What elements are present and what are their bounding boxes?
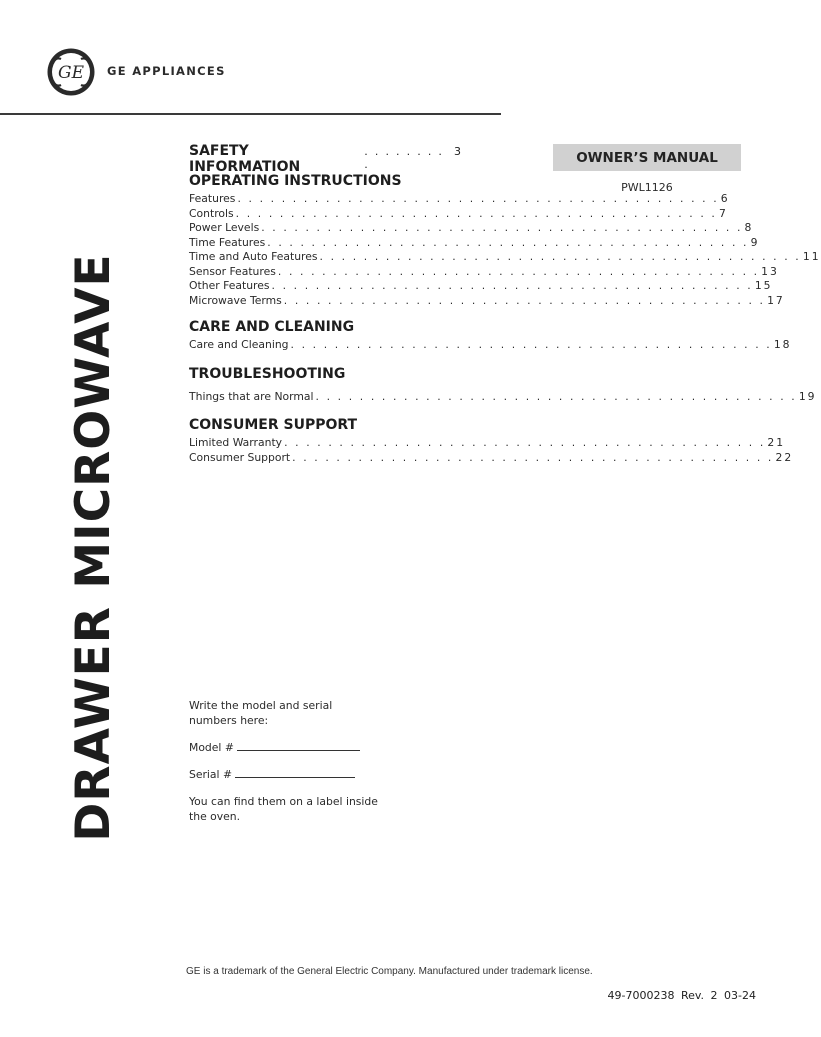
toc-entry[interactable] bbox=[189, 279, 773, 294]
toc-entry[interactable] bbox=[189, 450, 794, 466]
model-field bbox=[189, 740, 449, 755]
model-label: Model # bbox=[189, 741, 234, 754]
model-blank-line[interactable] bbox=[237, 741, 360, 751]
toc-page-number: 17 bbox=[767, 293, 785, 307]
toc-entry[interactable] bbox=[189, 389, 817, 405]
toc-leader: . . . . . . . . . . . . . . . . . . . . . . . . . . . . . . . . . . . . . . . . . . . . bbox=[237, 192, 719, 205]
toc-section-heading bbox=[189, 366, 461, 385]
serial-field bbox=[189, 767, 449, 782]
toc-page-number: 9 bbox=[750, 235, 760, 249]
toc-entry[interactable] bbox=[189, 235, 760, 251]
toc-entry[interactable] bbox=[189, 206, 728, 222]
toc-heading-safety[interactable]: SAFETY INFORMATION bbox=[189, 143, 301, 175]
toc-entry-label: Consumer Support bbox=[189, 450, 291, 464]
ge-logo-icon bbox=[46, 47, 96, 97]
toc-heading-consumer-support[interactable]: CONSUMER SUPPORT bbox=[189, 417, 358, 433]
toc-page-number: 22 bbox=[775, 450, 794, 464]
toc-heading-operating[interactable]: OPERATING INSTRUCTIONS bbox=[189, 173, 402, 189]
model-serial-note bbox=[189, 698, 449, 824]
toc-entry[interactable] bbox=[189, 436, 786, 451]
toc-leader: . . . . . . . . . . . . . . . . . . . . . . . . . . . . . . . . . . . . . . . . . . . . bbox=[284, 436, 766, 449]
toc-section-heading bbox=[189, 143, 461, 175]
toc-leader: . . . . . . . . . bbox=[364, 145, 444, 171]
toc-entry-label: Other Features bbox=[189, 279, 270, 292]
toc-entry-label: Time and Auto Features bbox=[189, 250, 318, 263]
toc-heading-troubleshooting[interactable]: TROUBLESHOOTING bbox=[189, 365, 346, 382]
model-number: PWL1126 bbox=[621, 181, 673, 194]
brand-name: GE APPLIANCES bbox=[107, 64, 226, 78]
note-line: numbers here: bbox=[189, 714, 269, 727]
toc-entry[interactable] bbox=[189, 338, 792, 353]
toc-page-number: 6 bbox=[720, 192, 730, 205]
toc-leader: . . . . . . . . . . . . . . . . . . . . . . . . . . . . . . . . . . . . . . . . . . . . bbox=[261, 221, 743, 234]
toc-page-number: 7 bbox=[718, 206, 728, 220]
toc-page-number: 8 bbox=[744, 221, 754, 234]
toc-page-number: 3 bbox=[454, 145, 461, 158]
toc-page-number: 21 bbox=[767, 436, 786, 449]
ge-logo-text: GE bbox=[58, 63, 84, 83]
trademark-notice: GE is a trademark of the General Electric Company. Manufactured under trademark license. bbox=[186, 966, 593, 977]
toc-leader: . . . . . . . . . . . . . . . . . . . . . . . . . . . . . . . . . . . . . . . . . . . . bbox=[235, 206, 717, 220]
serial-label: Serial # bbox=[189, 768, 233, 781]
note-line: the oven. bbox=[189, 810, 241, 823]
toc-page-number: 18 bbox=[773, 338, 792, 351]
serial-blank-line[interactable] bbox=[235, 768, 355, 778]
toc-entry-label: Controls bbox=[189, 206, 234, 220]
toc-entry[interactable] bbox=[189, 192, 730, 207]
toc-entry-label: Limited Warranty bbox=[189, 436, 283, 449]
toc-section-heading bbox=[189, 417, 461, 436]
document-number: 49-7000238 Rev. 2 03-24 bbox=[607, 989, 756, 1002]
header-divider bbox=[0, 113, 501, 115]
toc-section-heading bbox=[189, 319, 461, 338]
toc-page-number: 13 bbox=[761, 264, 779, 278]
toc-page-number: 15 bbox=[754, 279, 773, 292]
toc-section-heading bbox=[189, 173, 461, 192]
toc-entry-label: Things that are Normal bbox=[189, 389, 314, 403]
toc-entry-label: Features bbox=[189, 192, 236, 205]
toc-leader: . . . . . . . . . . . . . . . . . . . . . . . . . . . . . . . . . . . . . . . . . . . . bbox=[271, 279, 753, 292]
toc-leader: . . . . . . . . . . . . . . . . . . . . . . . . . . . . . . . . . . . . . . . . . . . . bbox=[319, 250, 801, 263]
note-line: You can find them on a label inside bbox=[189, 795, 378, 808]
toc-entry-label: Power Levels bbox=[189, 221, 260, 234]
toc-heading-care[interactable]: CARE AND CLEANING bbox=[189, 319, 355, 335]
toc-leader: . . . . . . . . . . . . . . . . . . . . . . . . . . . . . . . . . . . . . . . . . . . . bbox=[267, 235, 749, 249]
note-line: Write the model and serial bbox=[189, 699, 333, 712]
toc-entry[interactable] bbox=[189, 264, 779, 280]
toc-leader: . . . . . . . . . . . . . . . . . . . . . . . . . . . . . . . . . . . . . . . . . . . . bbox=[315, 389, 797, 403]
toc-entry-label: Sensor Features bbox=[189, 264, 276, 278]
product-title: DRAWER MICROWAVE bbox=[66, 253, 121, 842]
toc-leader: . . . . . . . . . . . . . . . . . . . . . . . . . . . . . . . . . . . . . . . . . . . . bbox=[283, 293, 766, 307]
toc-entry-label: Time Features bbox=[189, 235, 266, 249]
toc-leader: . . . . . . . . . . . . . . . . . . . . . . . . . . . . . . . . . . . . . . . . . . . . bbox=[277, 264, 760, 278]
toc-leader: . . . . . . . . . . . . . . . . . . . . . . . . . . . . . . . . . . . . . . . . . . . . bbox=[290, 338, 772, 351]
toc-entry-label: Care and Cleaning bbox=[189, 338, 289, 351]
toc-page-number: 19 bbox=[798, 389, 817, 403]
toc-page-number: 11 bbox=[802, 250, 821, 263]
owners-manual-badge: OWNER’S MANUAL bbox=[553, 144, 741, 171]
toc-entry[interactable] bbox=[189, 250, 821, 265]
toc-entry[interactable] bbox=[189, 221, 754, 236]
toc-entry[interactable] bbox=[189, 293, 785, 309]
toc-leader: . . . . . . . . . . . . . . . . . . . . . . . . . . . . . . . . . . . . . . . . . . . . bbox=[292, 450, 774, 464]
toc-entry-label: Microwave Terms bbox=[189, 293, 282, 307]
